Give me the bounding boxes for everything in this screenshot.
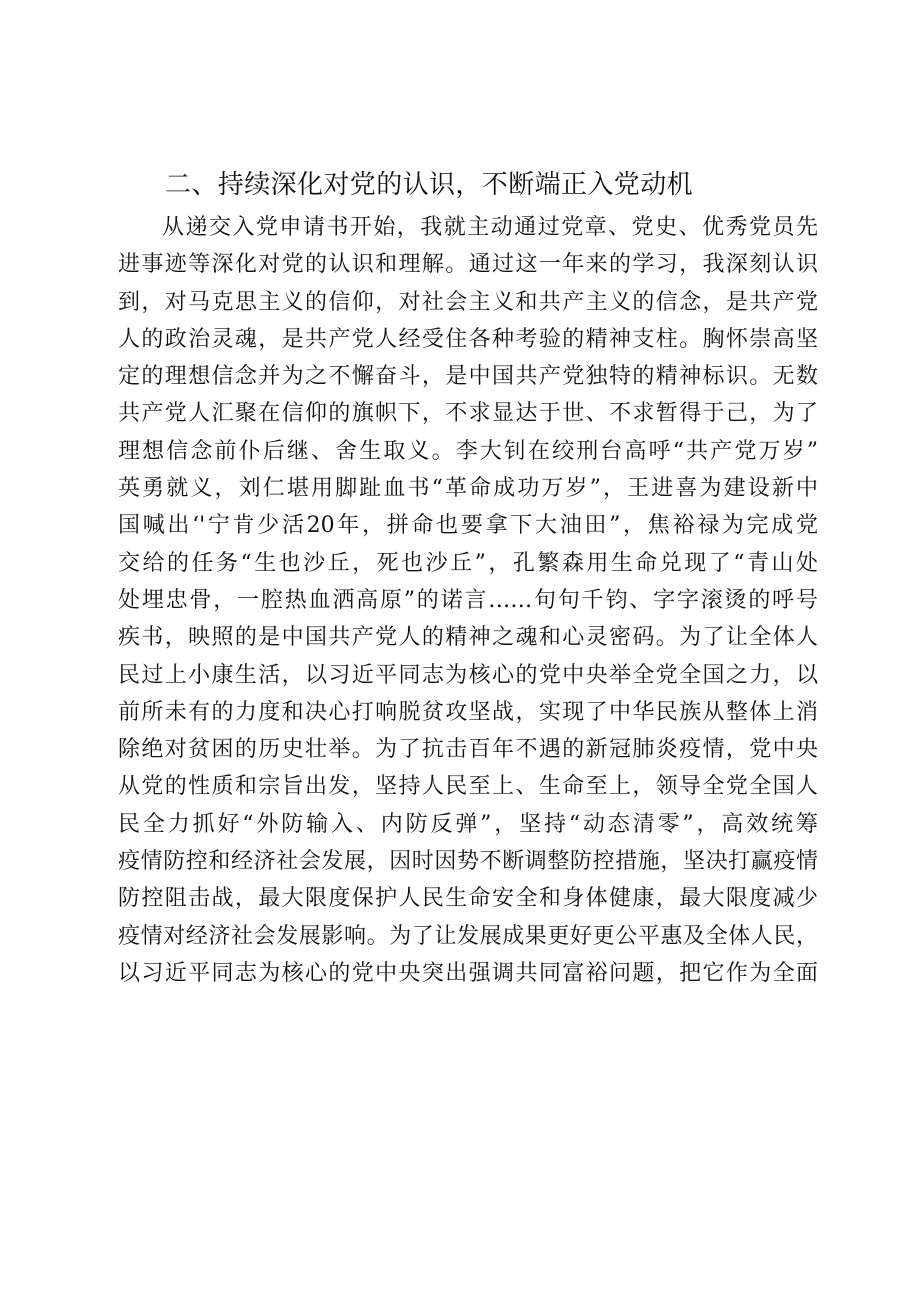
- paragraph-line: 进事迹等深化对党的认识和理解。通过这一年来的学习，我深刻认识: [118, 252, 818, 278]
- paragraph-line: 疾书，映照的是中国共产党人的精神之魂和心灵密码。为了让全体人: [118, 625, 818, 651]
- paragraph-line: 疫情对经济社会发展影响。为了让发展成果更好更公平惠及全体人民，: [118, 923, 818, 949]
- paragraph-line: 疫情防控和经济社会发展，因时因势不断调整防控措施，坚决打赢疫情: [118, 849, 818, 875]
- paragraph-line: 到，对马克思主义的信仰，对社会主义和共产主义的信念，是共产党: [118, 289, 818, 315]
- paragraph-line: 定的理想信念并为之不懈奋斗，是中国共产党独特的精神标识。无数: [118, 364, 818, 390]
- paragraph-line: 除绝对贫困的历史壮举。为了抗击百年不遇的新冠肺炎疫情，党中央: [118, 737, 818, 763]
- paragraph-line: 以习近平同志为核心的党中央突出强调共同富裕问题，把它作为全面: [118, 960, 818, 986]
- paragraph-line: 处埋忠骨，一腔热血洒高原”的诺言……句句千钧、字字滚烫的呼号: [118, 587, 818, 613]
- paragraph-line: 交给的任务“生也沙丘，死也沙丘”，孔繁森用生命兑现了“青山处: [118, 550, 818, 576]
- paragraph-line: 英勇就义，刘仁堪用脚趾血书“革命成功万岁”，王进喜为建设新中: [118, 476, 818, 502]
- paragraph-line: 民全力抓好“外防输入、内防反弹”，坚持“动态清零”，高效统筹: [118, 811, 818, 837]
- paragraph-line: 人的政治灵魂，是共产党人经受住各种考验的精神支柱。胸怀崇高坚: [118, 326, 818, 352]
- paragraph-line: 防控阻击战，最大限度保护人民生命安全和身体健康，最大限度减少: [118, 886, 818, 912]
- paragraph-line: 从递交入党申请书开始，我就主动通过党章、党史、优秀党员先: [162, 215, 818, 240]
- paragraph-line: 前所未有的力度和决心打响脱贫攻坚战，实现了中华民族从整体上消: [118, 699, 818, 725]
- paragraph-line: 理想信念前仆后继、舍生取义。李大钊在绞刑台高呼“共产党万岁”: [118, 438, 818, 464]
- section-heading: 二、持续深化对党的认识，不断端正入党动机: [165, 170, 694, 200]
- paragraph-line: 从党的性质和宗旨出发，坚持人民至上、生命至上，领导全党全国人: [118, 774, 818, 800]
- paragraph-line: 共产党人汇聚在信仰的旗帜下，不求显达于世、不求暂得于己，为了: [118, 401, 818, 427]
- paragraph-line: 国喊出‘'宁肯少活20年，拼命也要拿下大油田”，焦裕禄为完成党: [118, 513, 818, 539]
- paragraph-line: 民过上小康生活，以习近平同志为核心的党中央举全党全国之力，以: [118, 662, 818, 688]
- body-paragraph: [118, 209, 818, 992]
